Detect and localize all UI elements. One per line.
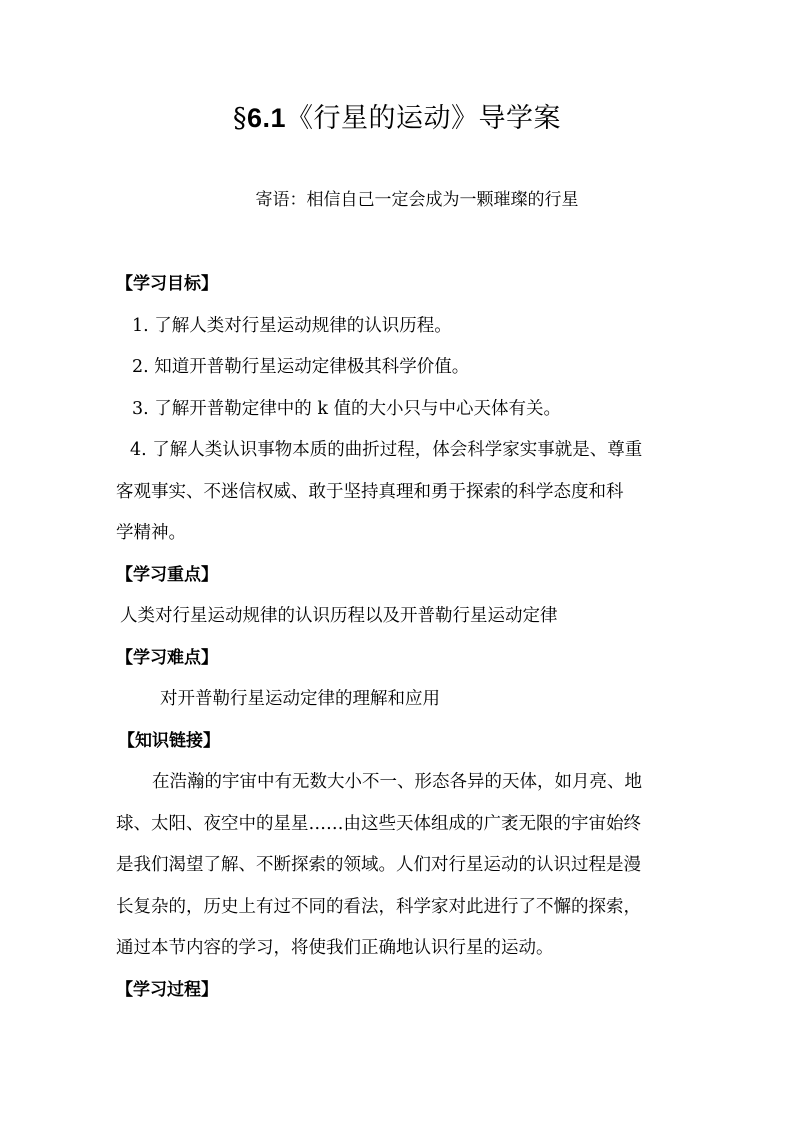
objective-item: 1. 了解人类对行星运动规律的认识历程。 bbox=[132, 316, 452, 336]
knowledge-link-line: 在浩瀚的宇宙中有无数大小不一、形态各异的天体，如月亮、地 bbox=[152, 772, 642, 792]
knowledge-link-line: 是我们渴望了解、不断探索的领域。人们对行星运动的认识过程是漫 bbox=[116, 855, 641, 875]
objective-item: 3. 了解开普勒定律中的 k 值的大小只与中心天体有关。 bbox=[132, 399, 561, 419]
motto: 寄语：相信自己一定会成为一颗璀璨的行星 bbox=[255, 190, 579, 210]
key-points-text: 人类对行星运动规律的认识历程以及开普勒行星运动定律 bbox=[120, 606, 558, 626]
objective-item: 2. 知道开普勒行星运动定律极其科学价值。 bbox=[132, 357, 470, 377]
knowledge-link-line: 球、太阳、夜空中的星星……由这些天体组成的广袤无限的宇宙始终 bbox=[116, 814, 641, 834]
page-title bbox=[0, 98, 794, 139]
knowledge-link-line: 长复杂的，历史上有过不同的看法，科学家对此进行了不懈的探索， bbox=[116, 897, 641, 917]
title-text: 《行星的运动》导学案 bbox=[286, 103, 562, 134]
objective-item-continuation: 学精神。 bbox=[116, 523, 186, 543]
objective-item-continuation: 客观事实、不迷信权威、敢于坚持真理和勇于探索的科学态度和科 bbox=[116, 482, 624, 502]
section-number: 6.1 bbox=[246, 103, 287, 133]
objectives-heading: 【学习目标】 bbox=[116, 274, 218, 294]
process-heading: 【学习过程】 bbox=[116, 980, 218, 1000]
key-points-heading: 【学习重点】 bbox=[116, 565, 218, 585]
knowledge-link-line: 通过本节内容的学习，将使我们正确地认识行星的运动。 bbox=[116, 938, 554, 958]
difficulties-heading: 【学习难点】 bbox=[116, 648, 218, 668]
section-symbol: § bbox=[232, 103, 247, 134]
difficulties-text: 对开普勒行星运动定律的理解和应用 bbox=[160, 689, 440, 709]
knowledge-link-heading: 【知识链接】 bbox=[118, 731, 220, 751]
objective-item: 4. 了解人类认识事物本质的曲折过程，体会科学家实事就是、尊重 bbox=[130, 440, 643, 460]
